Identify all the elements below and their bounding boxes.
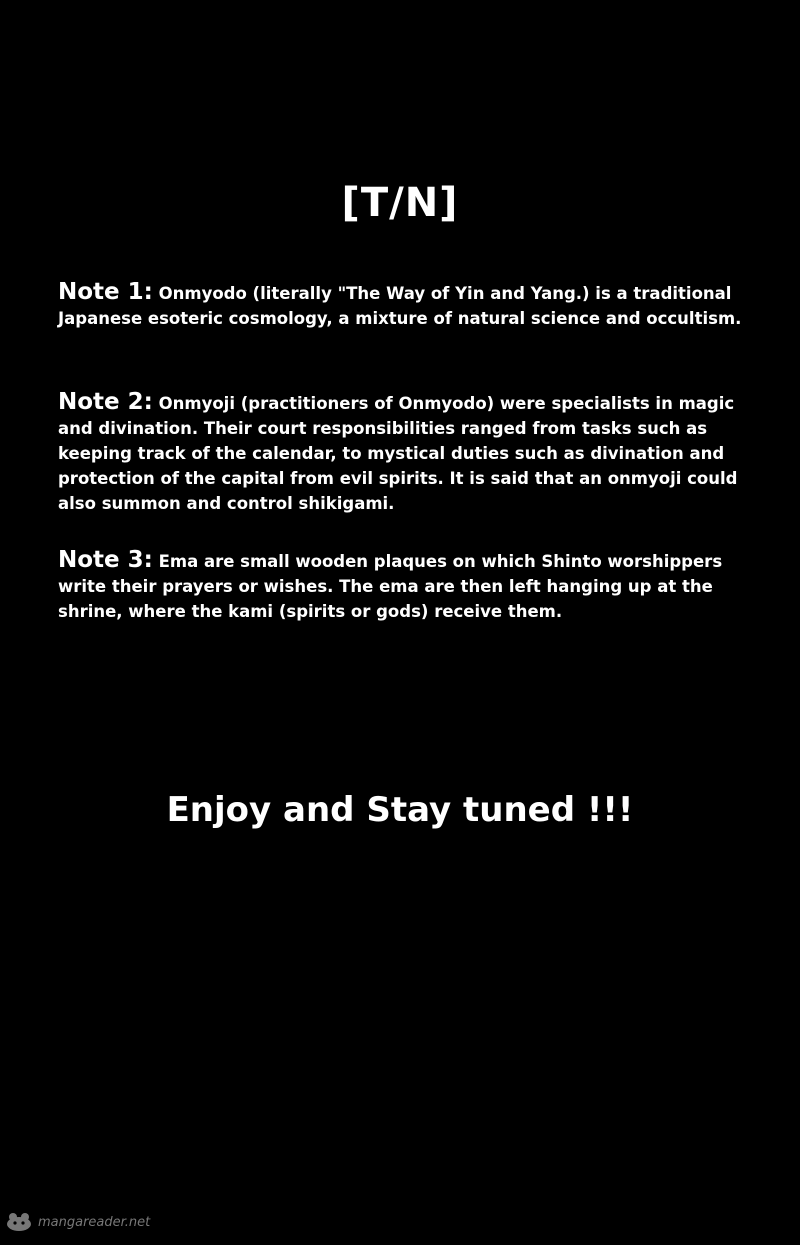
note-2-label: Note 2:: [58, 389, 153, 415]
note-1: [58, 280, 748, 331]
mangareader-logo-icon: [4, 1211, 34, 1233]
closing-message: Enjoy and Stay tuned !!!: [166, 790, 634, 830]
note-2-text: Onmyoji (practitioners of Onmyodo) were specialists in magic and divination. Their court responsibilities ranged from tasks such as keeping track of the calendar, to mystical duties such as divination and protection of the capital from evil spirits. It is said that an onmyoji could also summon and control shikigami.: [58, 394, 738, 513]
note-3: [58, 548, 748, 624]
translator-notes-heading: [T/N]: [341, 180, 459, 226]
watermark-text: mangareader.net: [38, 1214, 151, 1230]
note-1-label: Note 1:: [58, 279, 153, 305]
note-3-label: Note 3:: [58, 547, 153, 573]
watermark: [4, 1211, 150, 1233]
note-2: [58, 390, 748, 516]
note-1-text: Onmyodo (literally "The Way of Yin and Yang.) is a traditional Japanese esoteric cosmology, a mixture of natural science and occultism.: [58, 284, 742, 328]
note-3-text: Ema are small wooden plaques on which Shinto worshippers write their prayers or wishes. The ema are then left hanging up at the shrine, where the kami (spirits or gods) receive them.: [58, 552, 723, 621]
